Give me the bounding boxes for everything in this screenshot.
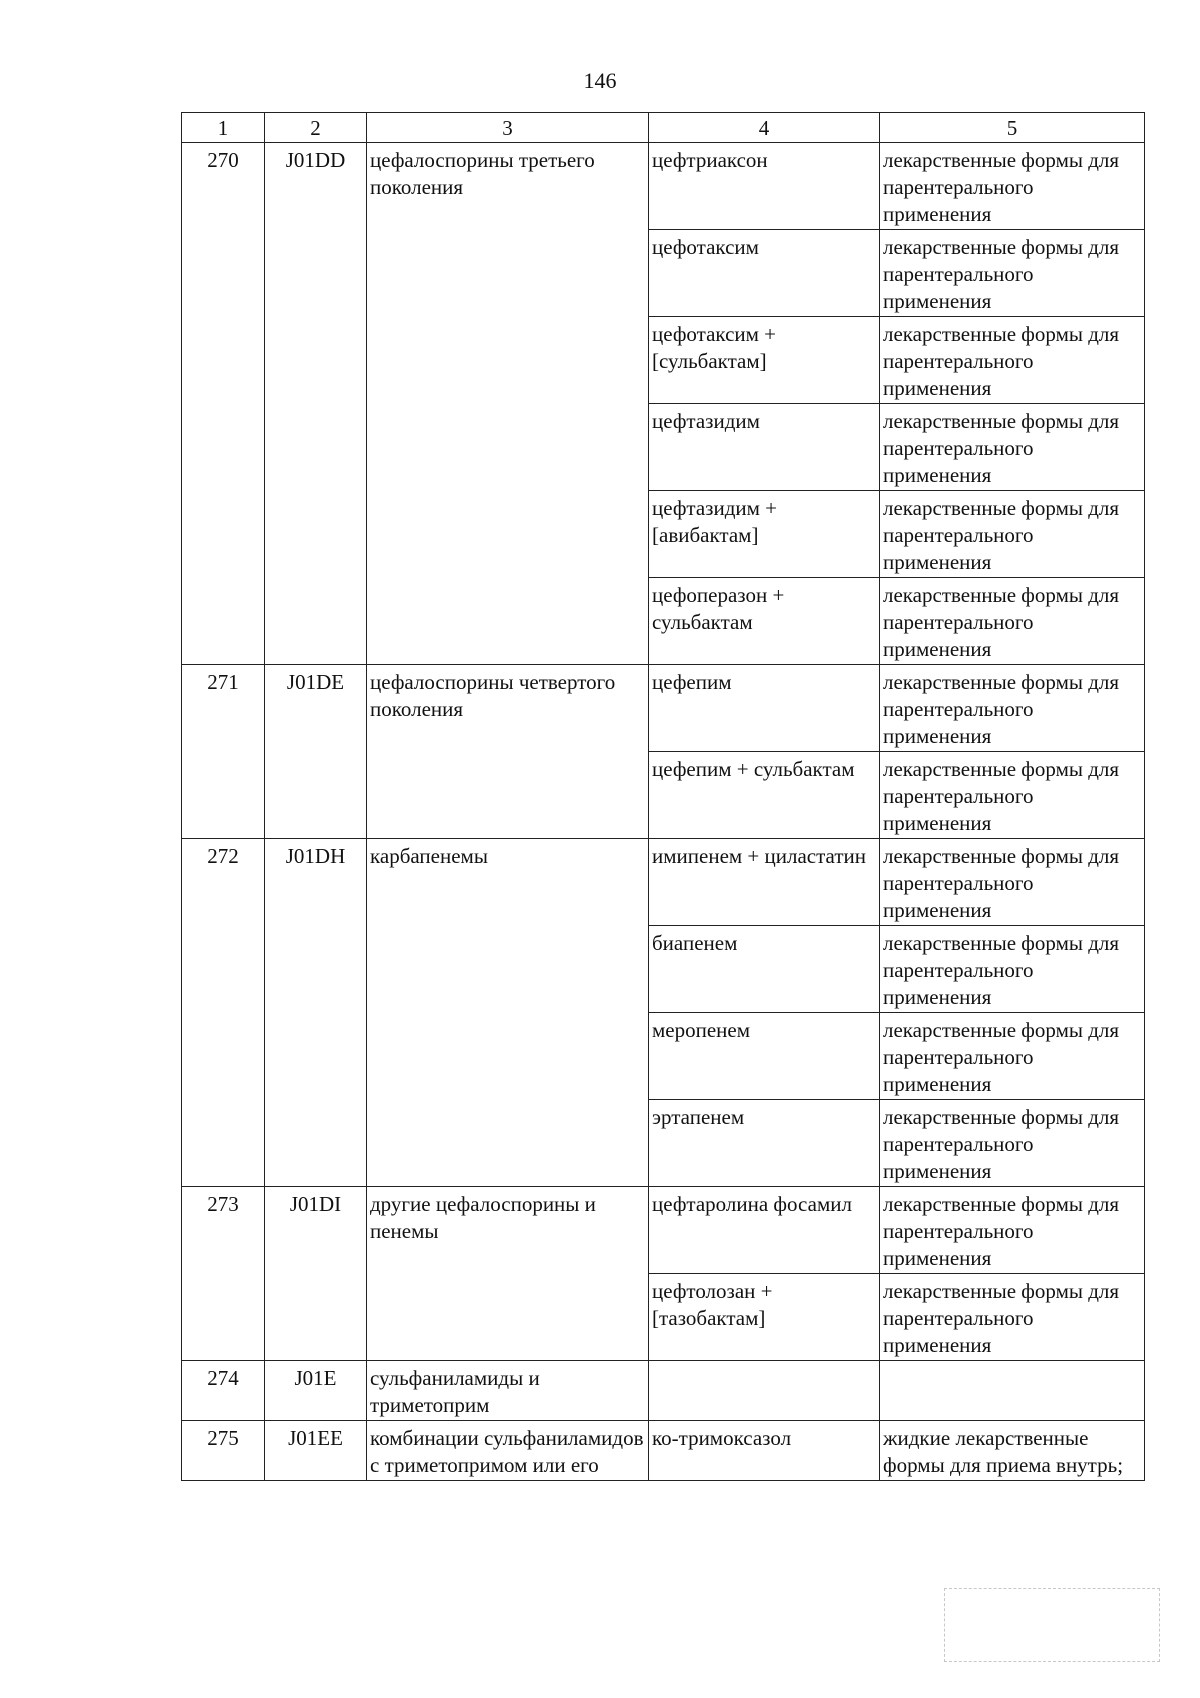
column-header: 3 [367,113,649,143]
group-name-cell: сульфаниламиды и триметоприм [367,1361,649,1421]
drug-name-cell: цефтазидим + [авибактам] [649,491,880,578]
table-row [182,1421,1145,1481]
drug-name-cell: меропенем [649,1013,880,1100]
group-name-cell: цефалоспорины третьего поколения [367,143,649,665]
table-row [182,143,1145,230]
drug-name-cell: цефтриаксон [649,143,880,230]
row-number-cell: 275 [182,1421,265,1481]
drug-name-cell: цефотаксим + [сульбактам] [649,317,880,404]
atc-code-cell: J01E [265,1361,367,1421]
drug-name-cell: цефтаролина фосамил [649,1187,880,1274]
dosage-form-cell: лекарственные формы для парентерального применения [880,1274,1145,1361]
dosage-form-cell: лекарственные формы для парентерального применения [880,665,1145,752]
group-name-cell: цефалоспорины четвертого поколения [367,665,649,839]
drug-name-cell: цефтазидим [649,404,880,491]
page-number: 146 [583,68,617,93]
drug-name-cell: цефоперазон + сульбактам [649,578,880,665]
table-row [182,1187,1145,1274]
column-header: 5 [880,113,1145,143]
drug-name-cell: имипенем + циластатин [649,839,880,926]
drug-name-cell: цефтолозан + [тазобактам] [649,1274,880,1361]
table-body [182,143,1145,1481]
dosage-form-cell: лекарственные формы для парентерального применения [880,578,1145,665]
dosage-form-cell: лекарственные формы для парентерального применения [880,491,1145,578]
drug-name-cell: цефепим + сульбактам [649,752,880,839]
dosage-form-cell: лекарственные формы для парентерального применения [880,317,1145,404]
atc-code-cell: J01DE [265,665,367,839]
table-row [182,1361,1145,1421]
column-header: 2 [265,113,367,143]
header-row [182,113,1145,143]
dosage-form-cell: лекарственные формы для парентерального применения [880,1013,1145,1100]
drug-table [181,112,1145,1481]
dosage-form-cell [880,1361,1145,1421]
table-row [182,839,1145,926]
dosage-form-cell: лекарственные формы для парентерального применения [880,1100,1145,1187]
drug-name-cell: эртапенем [649,1100,880,1187]
atc-code-cell: J01DH [265,839,367,1187]
dosage-form-cell: лекарственные формы для парентерального применения [880,752,1145,839]
group-name-cell: другие цефалоспорины и пенемы [367,1187,649,1361]
group-name-cell: комбинации сульфаниламидов с триметопримом или его [367,1421,649,1481]
group-name-cell: карбапенемы [367,839,649,1187]
faint-stamp [944,1588,1160,1662]
row-number-cell: 272 [182,839,265,1187]
row-number-cell: 271 [182,665,265,839]
dosage-form-cell: лекарственные формы для парентерального применения [880,230,1145,317]
table-row [182,665,1145,752]
row-number-cell: 270 [182,143,265,665]
drug-name-cell: цефепим [649,665,880,752]
dosage-form-cell: лекарственные формы для парентерального применения [880,839,1145,926]
atc-code-cell: J01DD [265,143,367,665]
dosage-form-cell: лекарственные формы для парентерального применения [880,404,1145,491]
atc-code-cell: J01DI [265,1187,367,1361]
drug-name-cell [649,1361,880,1421]
dosage-form-cell: лекарственные формы для парентерального применения [880,143,1145,230]
dosage-form-cell: лекарственные формы для парентерального применения [880,926,1145,1013]
dosage-form-cell: лекарственные формы для парентерального применения [880,1187,1145,1274]
row-number-cell: 274 [182,1361,265,1421]
atc-code-cell: J01EE [265,1421,367,1481]
row-number-cell: 273 [182,1187,265,1361]
dosage-form-cell: жидкие лекарственные формы для приема внутрь; [880,1421,1145,1481]
drug-name-cell: биапенем [649,926,880,1013]
column-header: 4 [649,113,880,143]
column-header: 1 [182,113,265,143]
drug-name-cell: ко-тримоксазол [649,1421,880,1481]
drug-name-cell: цефотаксим [649,230,880,317]
